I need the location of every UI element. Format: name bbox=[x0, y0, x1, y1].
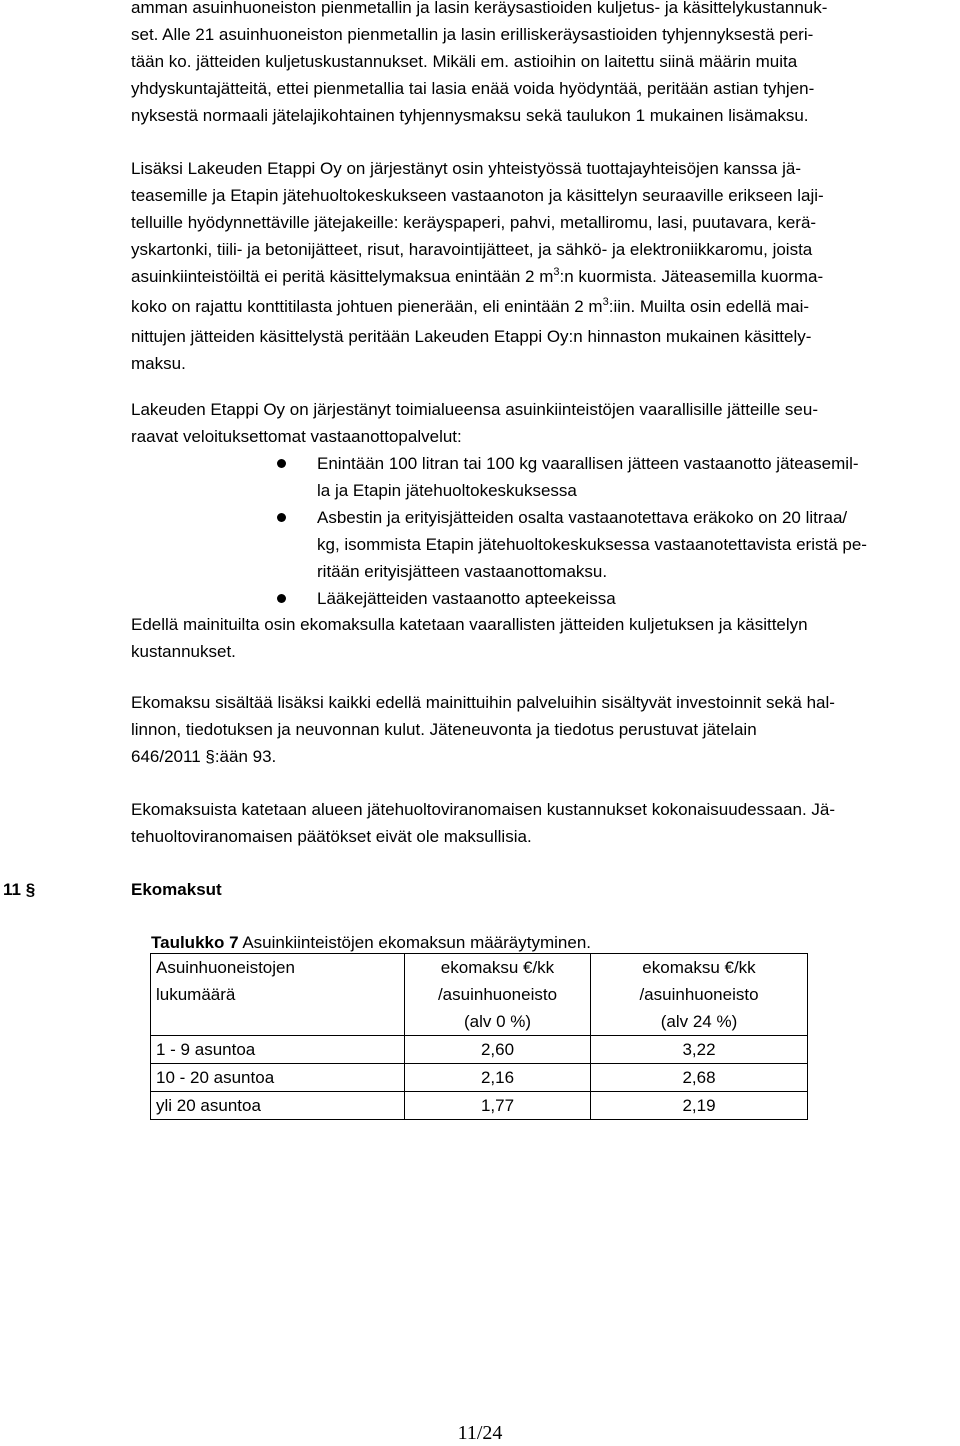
table-row bbox=[151, 1064, 808, 1092]
text-line: Edellä mainituilta osin ekomaksulla katetaan vaarallisten jätteiden kuljetuksen ja käsittelyn bbox=[131, 615, 808, 634]
table-row bbox=[151, 1092, 808, 1120]
column-header-apartments bbox=[151, 954, 405, 1036]
column-header-fee-vat24 bbox=[591, 954, 808, 1036]
table-cell: 2,60 bbox=[405, 1036, 591, 1064]
paragraph-eco-fee-contents bbox=[131, 689, 956, 770]
text-line: Lääkejätteiden vastaanotto apteekeissa bbox=[317, 589, 616, 608]
text-line: tehuoltoviranomaisen päätökset eivät ole maksullisia. bbox=[131, 827, 532, 846]
bullet-icon bbox=[277, 513, 286, 522]
text-line: Ekomaksu sisältää lisäksi kaikki edellä mainittuihin palveluihin sisältyvät investoinnit sekä hal- bbox=[131, 693, 835, 712]
section-title: Ekomaksut bbox=[131, 880, 222, 899]
paragraph-fee-metal-glass bbox=[131, 0, 956, 129]
header-line: /asuinhuoneisto bbox=[639, 985, 759, 1004]
header-line: ekomaksu €/kk bbox=[642, 958, 756, 977]
header-line: lukumäärä bbox=[156, 985, 236, 1004]
table-cell: 1 - 9 asuntoa bbox=[151, 1036, 405, 1064]
paragraph-authority-costs bbox=[131, 796, 956, 850]
text-line: tään ko. jätteiden kuljetuskustannukset. Mikäli em. astioihin on laitettu siinä määrin muita bbox=[131, 52, 798, 71]
superscript: 3 bbox=[602, 296, 609, 308]
text-line: set. Alle 21 asuinhuoneiston pienmetallin ja lasin erilliskeräysastioiden tyhjennyksestä peri- bbox=[131, 25, 814, 44]
table-row bbox=[151, 1036, 808, 1064]
list-item bbox=[131, 585, 956, 612]
text-line: ritään erityisjätteen vastaanottomaksu. bbox=[317, 562, 608, 581]
table-caption-text: Asuinkiinteistöjen ekomaksun määräytyminen. bbox=[238, 933, 591, 952]
text-line: teasemille ja Etapin jätehuoltokeskukseen vastaanoton ja käsittelyn seuraaville erikseen laji- bbox=[131, 186, 824, 205]
text-line: maksu. bbox=[131, 354, 186, 373]
text-line: Ekomaksuista katetaan alueen jätehuoltoviranomaisen kustannukset kokonaisuudessaan. Jä- bbox=[131, 800, 836, 819]
table-cell: 2,19 bbox=[591, 1092, 808, 1120]
free-services-list bbox=[131, 450, 956, 612]
header-line: Asuinhuoneistojen bbox=[156, 958, 295, 977]
text-line: kustannukset. bbox=[131, 642, 236, 661]
table-cell: yli 20 asuntoa bbox=[151, 1092, 405, 1120]
table-header-row bbox=[151, 954, 808, 1036]
text-line: yhdyskuntajätteitä, ettei pienmetallia tai lasia enää voida hyödyntää, peritään astian tyhjen- bbox=[131, 79, 815, 98]
text-line: nyksestä normaali jätelajikohtainen tyhjennysmaksu sekä taulukon 1 mukainen lisämaksu. bbox=[131, 106, 809, 125]
text-line: raavat veloituksettomat vastaanottopalvelut: bbox=[131, 427, 462, 446]
header-line: ekomaksu €/kk bbox=[440, 958, 555, 977]
header-line bbox=[156, 1008, 399, 1035]
text-line: yskartonki, tiili- ja betonijätteet, risut, haravointijätteet, ja sähkö- ja elektroniikkaromu, joista bbox=[131, 240, 813, 259]
text-segment: asuinkiinteistöiltä ei peritä käsittelymaksua enintään 2 m bbox=[131, 267, 554, 286]
text-line: la ja Etapin jätehuoltokeskuksessa bbox=[317, 481, 577, 500]
table-cell: 2,68 bbox=[591, 1064, 808, 1092]
text-line: amman asuinhuoneiston pienmetallin ja lasin keräysastioiden kuljetus- ja käsittelykustannuk- bbox=[131, 0, 828, 17]
page-number: 11/24 bbox=[457, 1422, 503, 1444]
text-segment: koko on rajattu konttitilasta johtuen pienerään, eli enintään 2 m bbox=[131, 297, 603, 316]
column-header-fee-vat0 bbox=[405, 954, 591, 1036]
text-line: Lakeuden Etappi Oy on järjestänyt toimialueensa asuinkiinteistöjen vaarallisille jätteille seu- bbox=[131, 400, 818, 419]
text-line: kg, isommista Etapin jätehuoltokeskuksessa vastaanotettavista eristä pe- bbox=[317, 535, 867, 554]
text-line bbox=[131, 293, 956, 323]
eco-fee-table bbox=[150, 953, 808, 1120]
superscript: 3 bbox=[553, 266, 560, 278]
text-line: Asbestin ja erityisjätteiden osalta vastaanotettava eräkoko on 20 litraa/ bbox=[317, 508, 848, 527]
text-line: linnon, tiedotuksen ja neuvonnan kulut. Jäteneuvonta ja tiedotus perustuvat jätelain bbox=[131, 720, 757, 739]
header-line: (alv 0 %) bbox=[463, 1012, 532, 1031]
paragraph-recyclables bbox=[131, 155, 956, 377]
header-line: /asuinhuoneisto bbox=[437, 985, 558, 1004]
text-line: Enintään 100 litran tai 100 kg vaarallisen jätteen vastaanotto jäteasemil- bbox=[317, 454, 859, 473]
table-cell: 1,77 bbox=[405, 1092, 591, 1120]
bullet-icon bbox=[277, 459, 286, 468]
bullet-icon bbox=[277, 594, 286, 603]
table-caption bbox=[151, 929, 591, 956]
text-segment: :n kuormista. Jäteasemilla kuorma- bbox=[559, 267, 824, 286]
paragraph-free-services-intro bbox=[131, 396, 956, 450]
text-line: 646/2011 §:ään 93. bbox=[131, 747, 277, 766]
section-number: 11 § bbox=[3, 880, 36, 899]
header-line: (alv 24 %) bbox=[660, 1012, 738, 1031]
text-line: nittujen jätteiden käsittelystä peritään Lakeuden Etappi Oy:n hinnaston mukainen käsittely- bbox=[131, 327, 812, 346]
text-line: telluille hyödynnettäville jätejakeille: keräyspaperi, pahvi, metalliromu, lasi, puutavara, kerä- bbox=[131, 213, 817, 232]
table-cell: 10 - 20 asuntoa bbox=[151, 1064, 405, 1092]
paragraph-hazardous-costs bbox=[131, 611, 956, 665]
table-caption-label: Taulukko 7 bbox=[151, 933, 239, 952]
list-item bbox=[131, 450, 956, 504]
text-segment: :iin. Muilta osin edellä mai- bbox=[608, 297, 810, 316]
text-line bbox=[131, 263, 956, 293]
table-cell: 2,16 bbox=[405, 1064, 591, 1092]
list-item bbox=[131, 504, 956, 585]
table-cell: 3,22 bbox=[591, 1036, 808, 1064]
text-line: Lisäksi Lakeuden Etappi Oy on järjestänyt osin yhteistyössä tuottajayhteisöjen kanssa jä- bbox=[131, 159, 801, 178]
